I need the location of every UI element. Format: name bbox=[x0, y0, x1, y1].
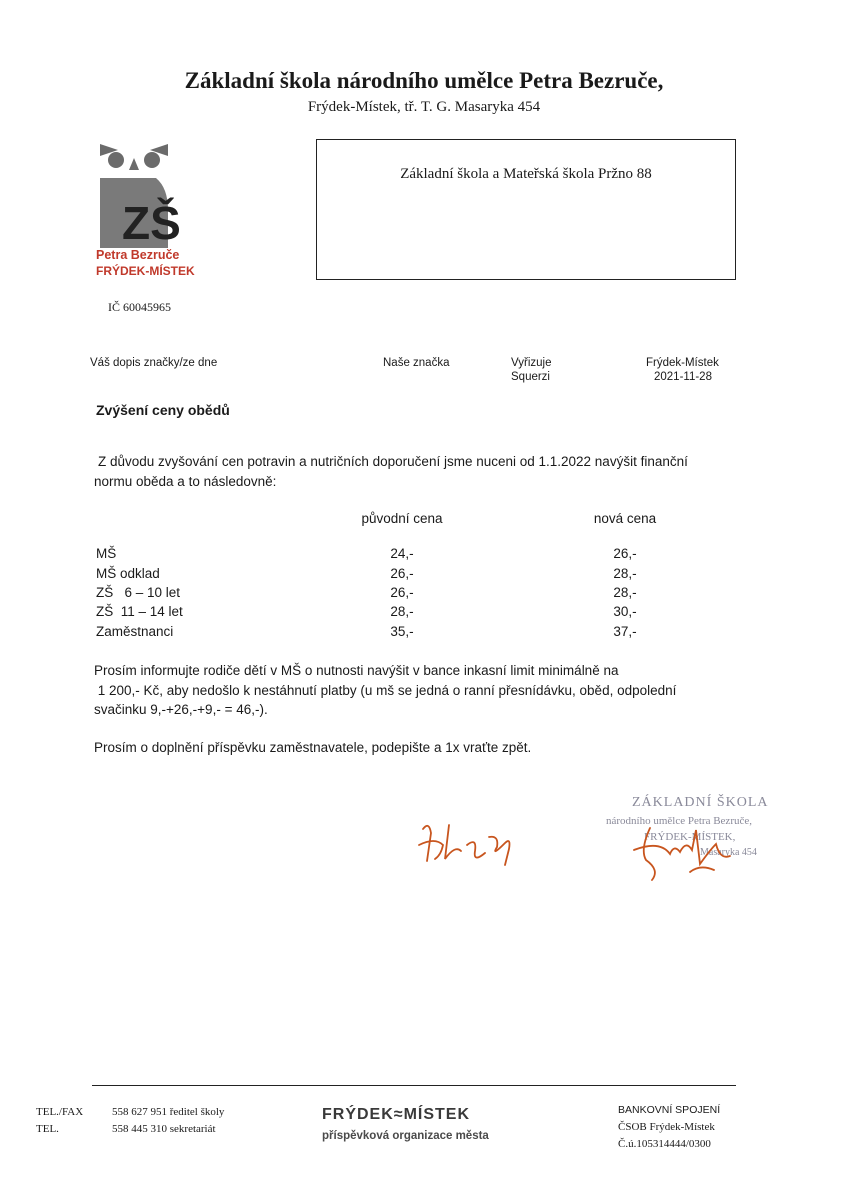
stamp-line-4: Masaryka 454 bbox=[700, 847, 757, 858]
table-cell-old: 26,- bbox=[390, 585, 414, 600]
notice-line-1: Prosím informujte rodiče dětí v MŠ o nutnosti navýšit v bance inkasní limit minimálně na bbox=[94, 663, 619, 678]
table-cell-new: 37,- bbox=[613, 624, 637, 639]
signature-left-icon bbox=[415, 815, 525, 875]
table-row-label: ZŠ 6 – 10 let bbox=[96, 585, 181, 600]
signature-right-icon bbox=[630, 820, 740, 890]
footer-tel-label: TEL. bbox=[36, 1123, 59, 1135]
our-ref-label: Naše značka bbox=[383, 357, 450, 369]
table-cell-old: 26,- bbox=[390, 566, 414, 581]
table-row-label: ZŠ 11 – 14 let bbox=[96, 604, 183, 619]
footer-tel-value: 558 445 310 sekretariát bbox=[112, 1123, 216, 1135]
footer-divider bbox=[92, 1085, 736, 1086]
place-label: Frýdek-Místek bbox=[646, 357, 719, 369]
footer-city-brand-sub: příspěvková organizace města bbox=[322, 1130, 489, 1142]
table-cell-new: 28,- bbox=[613, 585, 637, 600]
column-header-new-price: nová cena bbox=[593, 511, 657, 526]
notice-line-3: svačinku 9,-+26,-+9,- = 46,-). bbox=[94, 702, 268, 717]
logo-line2: FRÝDEK-MÍSTEK bbox=[96, 264, 195, 278]
table-row-label: Zaměstnanci bbox=[96, 624, 174, 639]
table-cell-old: 24,- bbox=[390, 546, 414, 561]
table-cell-old: 35,- bbox=[390, 624, 414, 639]
column-header-old-price: původní cena bbox=[361, 511, 443, 526]
school-logo bbox=[96, 140, 206, 290]
table-row-label: MŠ bbox=[96, 546, 117, 561]
intro-line-1: Z důvodu zvyšování cen potravin a nutričních doporučení jsme nuceni od 1.1.2022 navýšit finanční bbox=[98, 454, 688, 469]
recipient-address: Základní škola a Mateřská škola Pržno 88 bbox=[400, 166, 652, 182]
logo-line1: Petra Bezruče bbox=[96, 248, 180, 262]
table-cell-new: 26,- bbox=[613, 546, 637, 561]
school-name: Základní škola národního umělce Petra Bezruče, bbox=[184, 68, 664, 93]
handled-by-label: Vyřizuje bbox=[511, 357, 552, 369]
stamp-line-2: národního umělce Petra Bezruče, bbox=[606, 815, 752, 827]
request-line: Prosím o doplnění příspěvku zaměstnavatele, podepište a 1x vraťte zpět. bbox=[94, 740, 532, 755]
school-address: Frýdek-Místek, tř. T. G. Masaryka 454 bbox=[307, 99, 541, 115]
logo-letters: ZŠ bbox=[122, 197, 181, 249]
footer-city-brand: FRÝDEK≈MÍSTEK bbox=[322, 1106, 471, 1123]
letter-date: 2021-11-28 bbox=[654, 371, 712, 383]
stamp-line-3: FRÝDEK-MÍSTEK, bbox=[644, 831, 736, 843]
recipient-box bbox=[316, 139, 736, 280]
footer-bank-label: BANKOVNÍ SPOJENÍ bbox=[618, 1104, 721, 1116]
table-cell-new: 28,- bbox=[613, 566, 637, 581]
subject-heading: Zvýšení ceny obědů bbox=[96, 402, 230, 418]
footer-tel-fax-label: TEL./FAX bbox=[36, 1106, 84, 1118]
your-letter-label: Váš dopis značky/ze dne bbox=[90, 357, 218, 369]
footer-bank-name: ČSOB Frýdek-Místek bbox=[618, 1121, 715, 1133]
intro-line-2: normu oběda a to následovně: bbox=[94, 474, 277, 489]
footer-bank-account: Č.ú.105314444/0300 bbox=[618, 1138, 711, 1150]
table-row-label: MŠ odklad bbox=[96, 566, 160, 581]
handled-by-name: Squerzi bbox=[511, 371, 550, 383]
table-cell-old: 28,- bbox=[390, 604, 414, 619]
stamp-line-1: ZÁKLADNÍ ŠKOLA bbox=[632, 795, 769, 810]
table-cell-new: 30,- bbox=[613, 604, 637, 619]
ic-number: IČ 60045965 bbox=[108, 300, 171, 314]
notice-line-2: 1 200,- Kč, aby nedošlo k nestáhnutí platby (u mš se jedná o ranní přesnídávku, oběd, odpolední bbox=[94, 683, 677, 698]
footer-tel-fax-value: 558 627 951 ředitel školy bbox=[112, 1106, 225, 1118]
